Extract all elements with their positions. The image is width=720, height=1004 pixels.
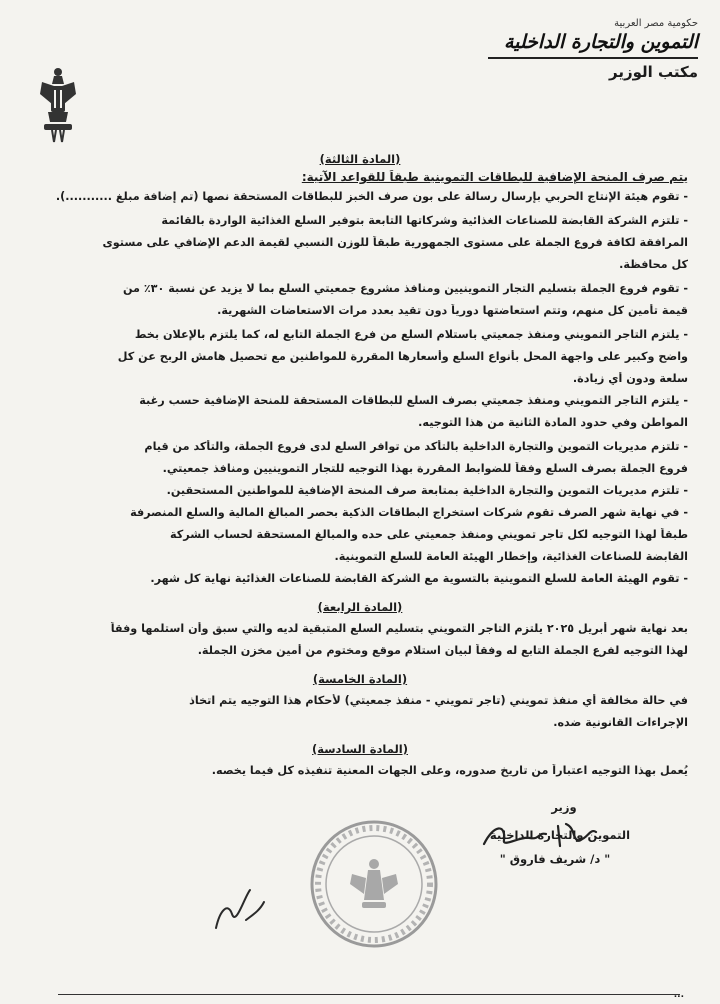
signature-minister: وزير (551, 800, 577, 814)
official-seal-icon (308, 818, 440, 950)
article3-intro: يتم صرف المنحة الإضافية للبطاقات التموينية طبقاً للقواعد الآتية: (301, 170, 688, 184)
article5-heading: (المادة الخامسة) (312, 672, 408, 686)
article6-heading: (المادة السادسة) (312, 742, 408, 756)
article3-line: - تلتزم مديريات التموين والتجارة الداخلية بالتأكد من توافر السلع لدى فروع الجملة، والتأكد من قيام (144, 440, 688, 453)
footer-mark: ... (673, 990, 684, 1000)
office-label: مكتب الوزير (488, 57, 698, 81)
footer-divider (58, 994, 680, 995)
article3-line: المرافقة لكافة فروع الجملة على مستوى الجمهورية طبقاً للوزن النسبي لقيمة الدعم الإضافي على مستوى (102, 236, 688, 249)
article3-line: - تقوم هيئة الإنتاج الحربي بإرسال رسالة على بون صرف الخبز للبطاقات المستحقة نصها (تم إضافة مبلغ ...........). (55, 190, 688, 203)
signature-ministry: التموين والتجارة الداخلية (489, 828, 631, 842)
ministry-letterhead (488, 18, 698, 81)
article3-heading: (المادة الثالثة) (319, 152, 401, 166)
article3-line: - في نهاية شهر الصرف تقوم شركات استخراج البطاقات الذكية بحصر المبالغ المالية والسلع المنصرفة (130, 506, 688, 519)
initials-signature-icon (210, 880, 270, 936)
ministry-name: التموين والتجارة الداخلية (503, 31, 698, 53)
article3-line: - تقوم الهيئة العامة للسلع التموينية بالتسوية مع الشركة القابضة للصناعات الغذائية نهاية كل شهر. (150, 572, 688, 585)
article3-line: فروع الجملة بصرف السلع وفقاً للضوابط المقررة بهذا التوجيه للتجار التموينيين ومنافذ جمعيتي. (162, 462, 688, 475)
article4-line: لهذا التوجيه لفرع الجملة التابع له وفقاً لبيان استلام موقع ومختوم من أمين مخزن الجملة. (197, 644, 688, 657)
article3-line: - تلتزم مديريات التموين والتجارة الداخلية بمتابعة صرف المنحة الإضافية للمواطنين المستحقين. (166, 484, 688, 497)
article6-line: يُعمل بهذا التوجيه اعتباراً من تاريخ صدوره، وعلى الجهات المعنية تنفيذه كل فيما يخصه. (211, 764, 688, 777)
article3-line: - يلتزم التاجر التمويني ومنفذ جمعيتي بصرف السلع للبطاقات المستحقة للمنحة الإضافية حسب رغبة (139, 394, 688, 407)
government-label: حكومية مصر العربية (614, 18, 698, 29)
article5-line: الإجراءات القانونية ضده. (553, 716, 688, 729)
egypt-eagle-emblem-icon (38, 64, 78, 144)
article4-heading: (المادة الرابعة) (317, 600, 403, 614)
article4-line: بعد نهاية شهر أبريل ٢٠٢٥ يلتزم التاجر التمويني بتسليم السلع المتبقية لديه والتي سبق وأن استلمها وفقاً (110, 622, 688, 635)
minister-signature-icon (480, 818, 600, 854)
article5-line: في حالة مخالفة أي منفذ تمويني (تاجر تمويني - منفذ جمعيتي) لأحكام هذا التوجيه يتم اتخاذ (189, 694, 688, 707)
signature-name: " د/ شريف فاروق " (499, 852, 611, 866)
article3-line: - يلتزم التاجر التمويني ومنفذ جمعيتي باستلام السلع من فرع الجملة التابع له، كما يلتزم بالإعلان بخط (134, 328, 688, 341)
article3-line: القابضة للصناعات الغذائية، وإخطار الهيئة العامة للسلع التموينية. (334, 550, 688, 563)
article3-line: - تلتزم الشركة القابضة للصناعات الغذائية وشركاتها التابعة بتوفير السلع الغذائية الواردة بالقائمة (161, 214, 688, 227)
article3-line: المواطن وفي حدود المادة الثانية من هذا التوجيه. (418, 416, 688, 429)
article3-line: كل محافظة. (619, 258, 688, 271)
article3-line: طبقاً لهذا التوجيه لكل تاجر تمويني ومنفذ جمعيتي على حده والمبالغ المستحقة لحساب الشركة (169, 528, 688, 541)
article3-line: واضح وكبير على واجهة المحل بأنواع السلع وأسعارها المقررة للمواطنين مع تحصيل هامش الربح عن كل (117, 350, 688, 363)
article3-line: - تقوم فروع الجملة بتسليم التجار التموينيين ومنافذ مشروع جمعيتي السلع بما لا يزيد عن نسبة ٣٠٪ من (122, 282, 688, 295)
article3-line: سلعة ودون أي زيادة. (572, 372, 688, 385)
article3-line: قيمة تأمين كل منهم، وتتم استعاضتها دورياً دون تقيد بعدد مرات الاستعاضات الشهرية. (217, 304, 688, 317)
